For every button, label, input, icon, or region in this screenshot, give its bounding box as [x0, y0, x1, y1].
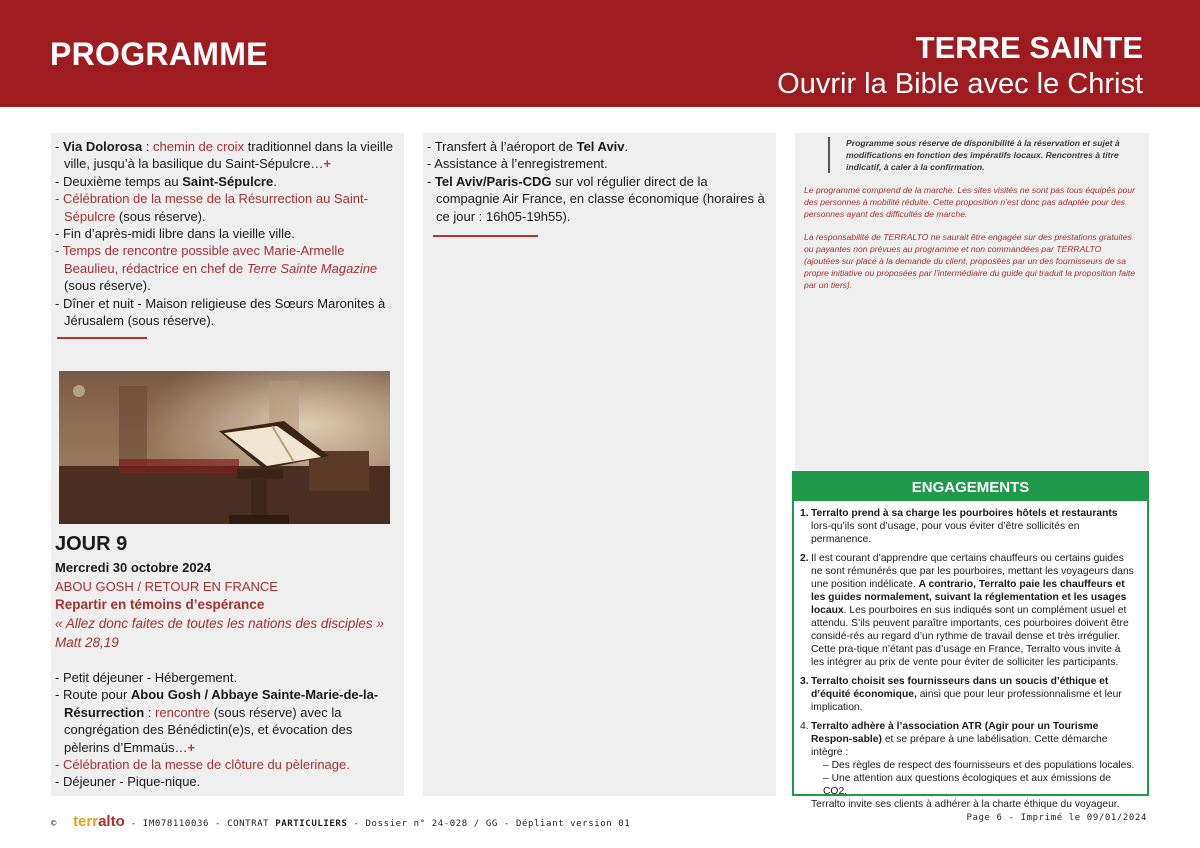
list-item: - Dîner et nuit - Maison religieuse des Sœurs Maronites à Jérusalem (sous réserve).	[55, 295, 386, 329]
notes-block	[804, 137, 1139, 291]
column-1	[51, 133, 404, 796]
trip-title: TERRE SAINTE	[915, 30, 1143, 65]
day-date: Mercredi 30 octobre 2024	[55, 560, 212, 575]
engagement-note: Terralto invite ses clients à adhérer à la charte éthique du voyageur.	[811, 799, 1120, 810]
engagement-item: 2. Il est courant d’apprendre que certains chauffeurs ou certains guides ne sont rémunérés que par les pourboires, mettant les voyageurs dans une position indélicate. A contrario, Terralto paie les chauffeurs et les guides normalement, suivant la réglementation et les usages locaux. Les pourboires en sus indiqués sont un complément usuel et attendu. S’ils peuvent paraître importants, ces pourboires doivent être considé-rés au regard d’un rythme de travail dense et très irrégulier. Cette pra-tique n’étant pas d’usage en France, Terralto vous invite à les intégrer au prix de vente pour éviter de solliciter les participants.	[800, 553, 1134, 668]
list-item: - Déjeuner - Pique-nique.	[55, 774, 201, 790]
section-separator	[57, 337, 147, 339]
jour9-section	[55, 533, 400, 791]
footer-left: © terralto - IM078110036 - CONTRAT PARTICULIERS - Dossier n° 24-028 / GG - Dépliant version 01	[51, 813, 631, 830]
section-separator	[433, 235, 538, 237]
list-item: - Temps de rencontre possible avec Marie-Armelle Beaulieu, rédactrice en chef de Terre Sainte Magazine (sous réserve).	[55, 243, 378, 294]
day8-activity-list	[55, 138, 400, 329]
departure-list	[427, 138, 767, 225]
programme-title: PROGRAMME	[50, 36, 268, 72]
list-item: - Fin d’après-midi libre dans la vieille ville.	[55, 226, 295, 242]
list-item: - Assistance à l’enregistrement.	[427, 156, 608, 172]
bible-lectern-photo	[59, 371, 390, 524]
copyright-symbol: ©	[51, 819, 58, 829]
header-band	[0, 0, 1200, 107]
footer-page-info: Page 6 - Imprimé le 09/01/2024	[966, 813, 1147, 823]
column-2	[423, 133, 776, 796]
terralto-logo: terralto	[73, 813, 125, 830]
list-item: - Deuxième temps au Saint-Sépulcre.	[55, 173, 277, 189]
responsibility-note: La responsabilité de TERRALTO ne saurait être engagée sur des prestations gratuites ou payantes non prévues au programme et non commandées par TERRALTO (ajoutées sur place à la demande du client, proposées par un des fournisseurs de sa propre initiative ou proposées par l’intermédiaire du guide qui traduit la proposition faite par un tiers).	[804, 232, 1136, 290]
list-item: - Célébration de la messe de clôture du pèlerinage.	[55, 757, 350, 773]
engagement-item: 4. Terralto adhère à l’association ATR (Agir pour un Tourisme Respon-sable) et se prépare à une labélisation. Cette démarche intègre : – Des règles de respect des fournisseurs et des populations locales. – Une attention aux questions écologiques et aux émissions de CO2. Terralto invite ses clients à adhérer à la charte éthique du voyageur.	[800, 721, 1135, 810]
engagement-subitem: – Des règles de respect des fournisseurs et des populations locales.	[823, 760, 1135, 771]
engagements-title: ENGAGEMENTS	[794, 473, 1147, 501]
plus-icon: +	[323, 156, 332, 172]
engagements-list	[794, 501, 1147, 811]
engagement-subitem: – Une attention aux questions écologiques et aux émissions de CO2.	[823, 773, 1111, 797]
column-3-notes	[795, 133, 1149, 470]
mobility-note: Le programme comprend de la marche. Les sites visités ne sont pas tous équipés pour des personnes à mobilité réduite. Cette proposition n’est donc pas adaptée pour des personnes ayant des difficultés de marche.	[804, 185, 1136, 219]
list-item: - Célébration de la messe de la Résurrection au Saint-Sépulcre (sous réserve).	[55, 191, 368, 224]
plus-icon: +	[187, 739, 196, 755]
trip-subtitle: Ouvrir la Bible avec le Christ	[777, 68, 1143, 100]
engagement-item: 1. Terralto prend à sa charge les pourboires hôtels et restaurants lors-qu’ils sont d’usage, pour vous éviter d’être sollicités en permanence.	[800, 508, 1118, 545]
day-quote: « Allez donc faites de toutes les nations des disciples » Matt 28,19	[55, 616, 384, 650]
engagement-item: 3. Terralto choisit ses fournisseurs dans un soucis d’éthique et d’équité économique, ainsi que pour leur professionnalisme et leur implication.	[800, 676, 1122, 713]
engagements-box	[792, 471, 1149, 810]
highlight-text: chemin de croix	[153, 139, 245, 154]
reservation-note: Programme sous réserve de disponibilité à la réservation et sujet à modifications en fonction des impératifs locaux. Rencontres à titre indicatif, à caler à la confirmation.	[828, 137, 1139, 173]
list-item: - Petit déjeuner - Hébergement.	[55, 670, 238, 685]
day-route: ABOU GOSH / RETOUR EN FRANCE	[55, 579, 278, 594]
list-item: - Route pour Abou Gosh / Abbaye Sainte-Marie-de-la-Résurrection : rencontre (sous réserve) avec la congrégation des Bénédictin(e)s, et évocation des pèlerins d’Emmaüs…+	[55, 687, 379, 755]
list-item: - Tel Aviv/Paris-CDG sur vol régulier direct de la compagnie Air France, en classe économique (horaires à ce jour : 16h05-19h55).	[427, 173, 765, 224]
day-theme: Repartir en témoins d’espérance	[55, 597, 265, 612]
place-via-dolorosa: Via Dolorosa	[62, 139, 143, 154]
day-title: JOUR 9	[55, 533, 128, 555]
day9-activity-list	[55, 669, 400, 791]
list-item: - Transfert à l’aéroport de Tel Aviv.	[427, 139, 629, 154]
list-item: - Via Dolorosa : chemin de croix traditionnel dans la vieille ville, jusqu’à la basilique du Saint-Sépulcre…+	[55, 139, 393, 172]
